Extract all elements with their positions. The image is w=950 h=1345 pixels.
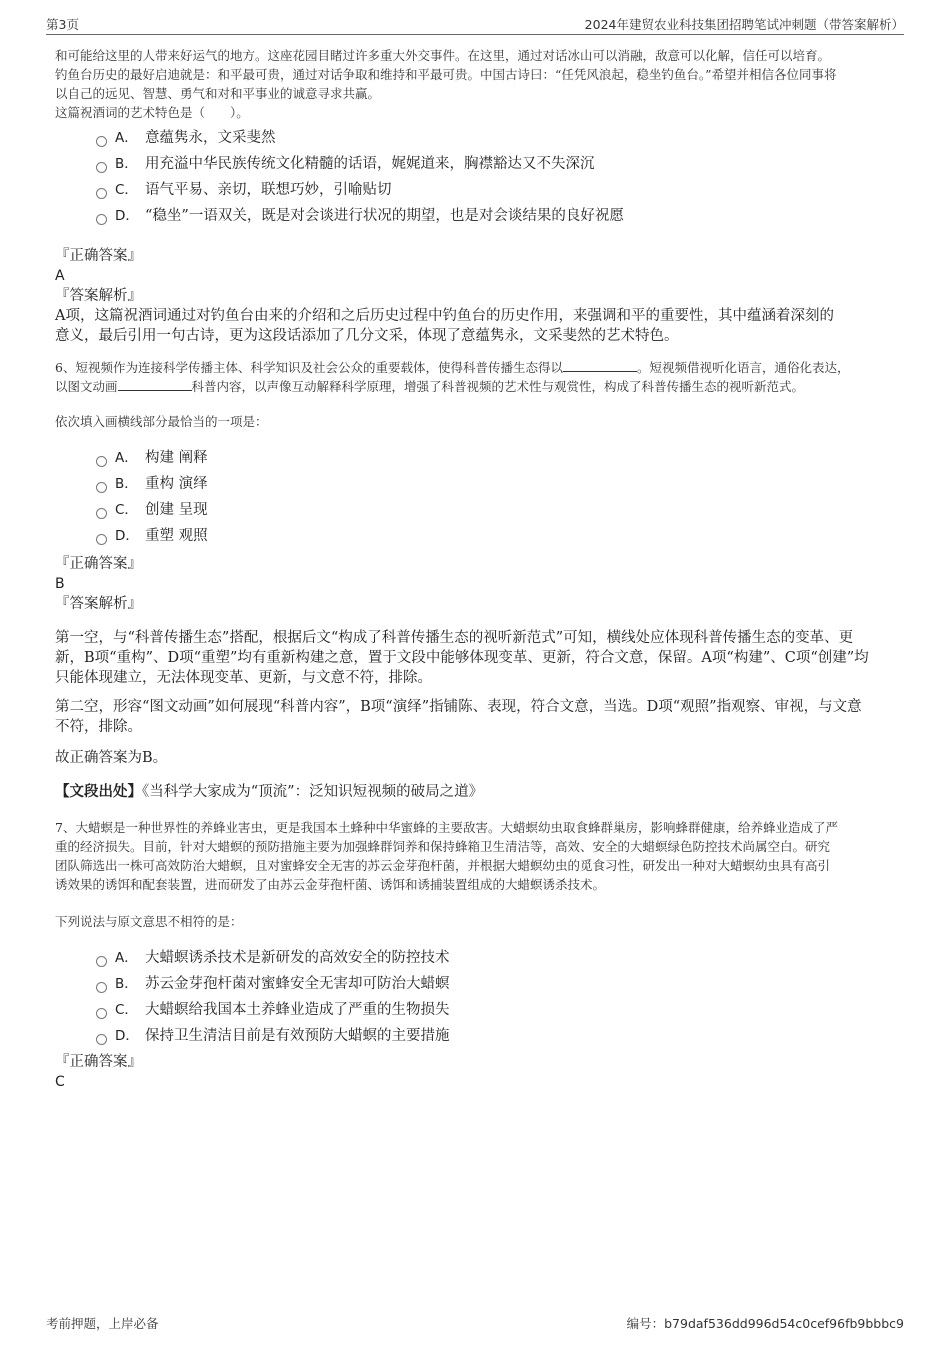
q6-stem: 6、短视频作为连接科学传播主体、科学知识及社会公众的重要载体，使得科普传播生态得以 。短视频借视听化语言，通俗化表达， 以图文动画 科普内容，以声像互动解释科学原理，增强了科普视频的艺术性与观赏性，构成了科普传播生态的视听新范式。 (55, 360, 850, 394)
correct-answer: B (55, 576, 65, 592)
page-number: 第3页 (46, 17, 79, 32)
answer-label: 『正确答案』 (55, 248, 142, 264)
source-text: 《当科学大家成为“顶流”：泛知识短视频的破局之道》 (142, 784, 484, 800)
q5-answer-block (55, 246, 900, 346)
radio-icon[interactable] (96, 214, 107, 225)
q7-question: 下列说法与原文意思不相符的是： (55, 914, 243, 929)
explanation-label: 『答案解析』 (55, 288, 142, 304)
radio-icon[interactable] (96, 188, 107, 199)
fill-blank (118, 378, 192, 391)
radio-icon[interactable] (96, 534, 107, 545)
source-label: 【文段出处】 (55, 783, 142, 800)
radio-icon[interactable] (96, 956, 107, 967)
correct-answer: C (55, 1074, 65, 1090)
q5-passage-line: 钓鱼台历史的最好启迪就是：和平最可贵，通过对话争取和维持和平最可贵。中国古诗曰：“任凭风浪起，稳坐钓鱼台。”希望并相信各位同事将 (55, 67, 837, 82)
q6-option-a[interactable]: A． 构建 阐释 (96, 448, 208, 468)
page-footer (46, 1312, 904, 1332)
radio-icon[interactable] (96, 508, 107, 519)
q6-answer-block (55, 554, 900, 614)
q7-option-b[interactable]: B． 苏云金芽孢杆菌对蜜蜂安全无害却可防治大蜡螟 (96, 974, 450, 994)
q5-question: 这篇祝酒词的艺术特色是（ ）。 (55, 105, 249, 120)
explanation-line: A项，这篇祝酒词通过对钓鱼台由来的介绍和之后历史过程中钓鱼台的历史作用，来强调和平的重要性，其中蕴涵着深刻的 (55, 308, 834, 324)
q5-option-d[interactable]: D． “稳坐”一语双关，既是对会谈进行状况的期望，也是对会谈结果的良好祝愿 (96, 206, 624, 226)
document-code: 编号：b79daf536dd996d54c0cef96fb9bbbc9 (626, 1316, 904, 1331)
q6-source (55, 782, 900, 802)
footer-slogan: 考前押题，上岸必备 (46, 1316, 159, 1331)
q5-option-b[interactable]: B． 用充溢中华民族传统文化精髓的话语，娓娓道来，胸襟豁达又不失深沉 (96, 154, 595, 174)
answer-label: 『正确答案』 (55, 1054, 142, 1070)
radio-icon[interactable] (96, 1034, 107, 1045)
q5-passage-line: 以自己的远见、智慧、勇气和对和平事业的诚意寻求共赢。 (55, 86, 381, 101)
q5-option-c[interactable]: C． 语气平易、亲切，联想巧妙，引喻贴切 (96, 180, 392, 200)
q7-option-c[interactable]: C． 大蜡螟给我国本土养蜂业造成了严重的生物损失 (96, 1000, 450, 1020)
document-title: 2024年建贸农业科技集团招聘笔试冲刺题（带答案解析） (584, 17, 904, 32)
q5-passage (55, 46, 900, 122)
radio-icon[interactable] (96, 136, 107, 147)
page-header (46, 12, 904, 35)
q6-question: 依次填入画横线部分最恰当的一项是： (55, 414, 268, 429)
q5-option-a[interactable]: A． 意蕴隽永，文采斐然 (96, 128, 276, 148)
q7-option-a[interactable]: A． 大蜡螟诱杀技术是新研发的高效安全的防控技术 (96, 948, 450, 968)
answer-label: 『正确答案』 (55, 556, 142, 572)
fill-blank (563, 359, 637, 372)
q5-passage-line: 和可能给这里的人带来好运气的地方。这座花园目睹过许多重大外交事件。在这里，通过对话冰山可以消融，敌意可以化解，信任可以培育。 (55, 48, 831, 63)
q7-option-d[interactable]: D． 保持卫生清洁目前是有效预防大蜡螟的主要措施 (96, 1026, 450, 1046)
q6-option-c[interactable]: C． 创建 呈现 (96, 500, 208, 520)
q7-stem: 7、大蜡螟是一种世界性的养蜂业害虫，更是我国本土蜂种中华蜜蜂的主要敌害。大蜡螟幼虫取食蜂群巢房，影响蜂群健康，给养蜂业造成了严 重的经济损失。目前，针对大蜡螟的预防措施主要为加强蜂群饲养和保持蜂箱卫生清洁等，高效、安全的大蜡螟绿色防控技术尚属空白。研究 团队筛选出一株可高效防治大蜡螟，且对蜜蜂安全无害的苏云金芽孢杆菌，并根据大蜡螟幼虫的觅食习性，研发出一种对大蜡螟幼虫具有高引 诱效果的诱饵和配套装置，进而研发了由苏云金芽孢杆菌、诱饵和诱捕装置组成的大蜡螟诱杀技术。 (55, 820, 838, 892)
q7-answer-block (55, 1052, 900, 1092)
explanation-line: 意义，最后引用一句古诗，更为这段话添加了几分文采，体现了意蕴隽永，文采斐然的艺术特色。 (55, 328, 679, 344)
explanation-label: 『答案解析』 (55, 596, 142, 612)
q6-explanation-para2: 第二空，形容“图文动画”如何展现“科普内容”，B项“演绎”指铺陈、表现，符合文意，当选。D项“观照”指观察、审视，与文意 不符，排除。 (55, 699, 862, 735)
radio-icon[interactable] (96, 456, 107, 467)
q6-option-d[interactable]: D． 重塑 观照 (96, 526, 208, 546)
radio-icon[interactable] (96, 482, 107, 493)
q6-option-b[interactable]: B． 重构 演绎 (96, 474, 208, 494)
q6-conclusion: 故正确答案为B。 (55, 750, 168, 766)
correct-answer: A (55, 268, 65, 284)
radio-icon[interactable] (96, 982, 107, 993)
q6-explanation-para1: 第一空，与“科普传播生态”搭配，根据后文“构成了科普传播生态的视听新范式”可知，横线处应体现科普传播生态的变革、更 新，B项“重构”、D项“重塑”均有重新构建之意，置于文段中能够体现变革、更新，符合文意，保留。A项“构建”、C项“创建”均 只能体现建立，无法体现变革、更新，与文意不符，排除。 (55, 630, 869, 686)
radio-icon[interactable] (96, 162, 107, 173)
radio-icon[interactable] (96, 1008, 107, 1019)
